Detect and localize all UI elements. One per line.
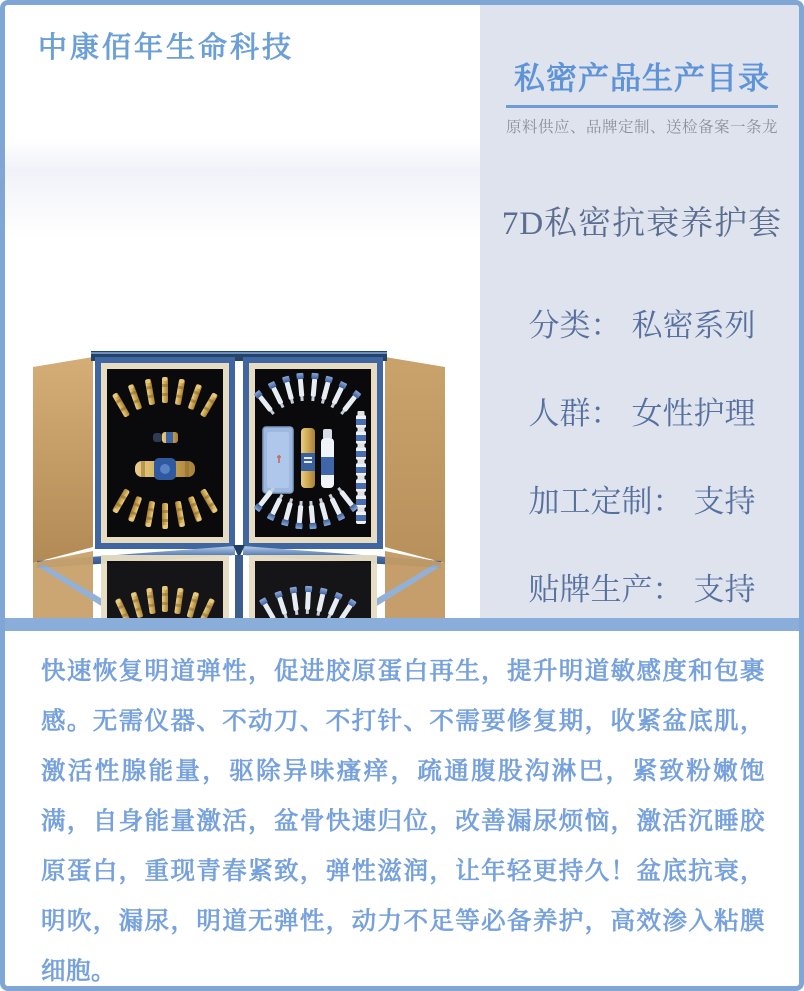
box-left-door — [33, 357, 93, 563]
spec-label: 人群： — [528, 396, 622, 431]
spec-value: 私密系列 — [631, 308, 756, 343]
spec-value: 支持 — [693, 484, 756, 519]
catalog-info-panel — [480, 5, 804, 618]
catalog-subtitle: 原料供应、品牌定制、送检备案一条龙 — [505, 119, 778, 136]
spec-row-category — [480, 300, 804, 345]
product-name: 7D私密抗衰养护套 — [501, 206, 783, 242]
catalog-header — [480, 53, 804, 137]
catalog-title: 私密产品生产目录 — [514, 61, 770, 96]
divider-strip — [5, 618, 799, 631]
spec-value: 支持 — [693, 572, 756, 607]
product-description: 快速恢复明道弹性，促进胶原蛋白再生，提升明道敏感度和包裹感。无需仪器、不动刀、不打针、不需要修复期，收紧盆底肌，激活性腺能量，驱除异味瘙痒，疏通腹股沟淋巴，紧致粉嫩饱满，自身能量激活，盆骨快速归位，改善漏尿烦恼，激活沉睡胶原蛋白，重现青春紧致，弹性滋润，让年轻更持久！盆底抗衰，明吹，漏尿，明道无弹性，动力不足等必备养护，高效渗入粘膜细胞。 — [41, 658, 765, 985]
title-underline — [506, 105, 778, 108]
box-right-door — [385, 357, 445, 563]
left-column — [5, 5, 480, 618]
description-section — [5, 631, 799, 986]
spec-row-customization — [480, 476, 804, 521]
company-name: 中康佰年生命科技 — [38, 32, 295, 64]
left-display-panel — [95, 357, 235, 549]
spec-row-oem — [480, 564, 804, 609]
spec-row-audience — [480, 388, 804, 433]
spec-label: 贴牌生产： — [528, 572, 684, 607]
spec-value: 女性护理 — [631, 396, 756, 431]
spec-label: 加工定制： — [528, 484, 684, 519]
spec-list — [480, 300, 804, 609]
product-photo — [29, 349, 449, 622]
spec-label: 分类： — [528, 308, 622, 343]
right-display-panel — [243, 357, 383, 549]
